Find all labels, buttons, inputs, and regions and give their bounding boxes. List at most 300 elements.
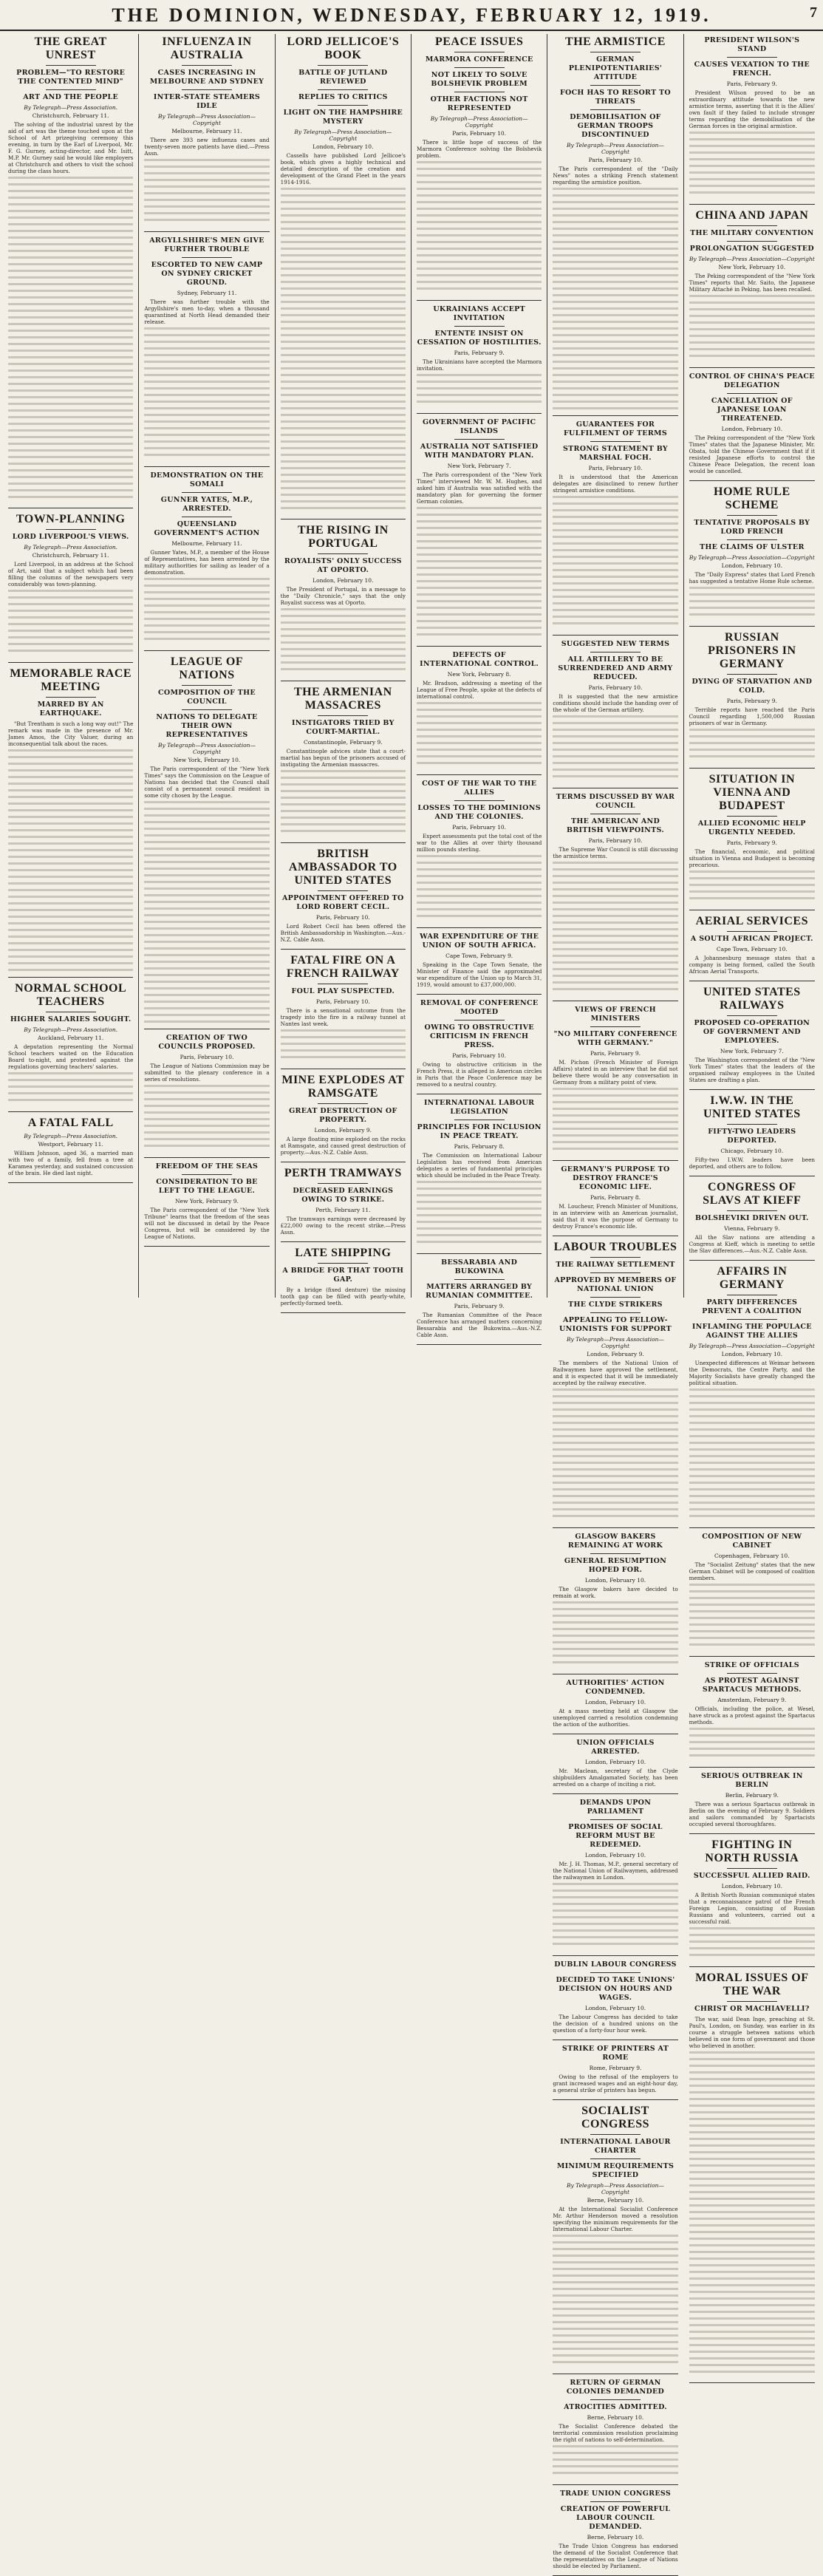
article-body: Fifty-two I.W.W. leaders have been deported, and others are to follow. <box>689 1156 815 1170</box>
article-body: Lord Robert Cecil has been offered the British Ambassadorship in Washington.—Aus.-N.Z. Cable Assn. <box>280 923 406 943</box>
article-body-continued <box>553 2235 677 2368</box>
article-subheading: DEMANDS UPON PARLIAMENT <box>579 1799 652 1816</box>
divider <box>727 674 777 675</box>
article-body-continued <box>689 295 815 361</box>
article-subheading: THE CLYDE STRIKERS <box>568 1301 663 1309</box>
article <box>553 1799 677 1949</box>
article-dateline: Perth, February 11. <box>315 1207 371 1213</box>
divider <box>727 393 777 394</box>
article <box>689 1772 815 1827</box>
article-subheading: GERMANY'S PURPOSE TO DESTROY FRANCE'S ECONOMIC LIFE. <box>561 1165 670 1191</box>
article-subheading: FOUL PLAY SUSPECTED. <box>291 987 395 995</box>
article-separator <box>281 842 406 843</box>
article-subheading: AS PROTEST AGAINST SPARTACUS METHODS. <box>702 1677 802 1694</box>
article-separator <box>553 2484 677 2485</box>
article-dateline: New York, February 10. <box>718 264 786 270</box>
article-body: A large floating mine exploded on the rocks at Ramsgate, and caused great destruction of property.—Aus.-N.Z. Cable Assn. <box>280 1136 406 1156</box>
article-byline: By Telegraph—Press Association—Copyright <box>689 554 815 561</box>
article-dateline: Constantinople, February 9. <box>303 739 383 746</box>
article-byline: By Telegraph—Press Association. <box>24 544 118 551</box>
article-body: The Commission on International Labour Legislation has received from American delegates a series of fundamental principles which should be included in the Peace Treaty. <box>416 1152 542 1179</box>
article-headline: A FATAL FALL <box>27 1117 114 1129</box>
article-separator <box>553 1160 677 1161</box>
divider <box>727 539 777 540</box>
article-separator <box>553 635 677 636</box>
article-subheading: GLASGOW BAKERS REMAINING AT WORK <box>567 1533 663 1550</box>
divider <box>727 1319 777 1320</box>
article-subheading: TENTATIVE PROPOSALS BY LORD FRENCH <box>694 519 810 536</box>
article-body: The war, said Dean Inge, preaching at St. Paul's, London, on Sunday, was earlier in its course a struggle between nations which believed in one form of government and those who believed in another. <box>689 2016 815 2049</box>
article-body: Mr. J. H. Thomas, M.P., general secretary of the National Union of Railwaymen, addressed the railwaymen in London. <box>553 1861 678 1881</box>
divider <box>590 1026 641 1027</box>
article-dateline: London, February 10. <box>721 562 782 569</box>
article-subheading: TRADE UNION CONGRESS <box>559 2490 672 2498</box>
article-subheading: FREEDOM OF THE SEAS <box>155 1162 259 1171</box>
article-body-continued <box>417 507 542 640</box>
article <box>553 793 677 995</box>
article-subheading: PROPOSED CO-OPERATION OF GOVERNMENT AND EMPLOYEES. <box>694 1019 810 1045</box>
article-separator <box>553 2099 677 2100</box>
article-dateline: London, February 10. <box>584 1577 646 1584</box>
divider <box>590 1819 641 1820</box>
article <box>553 2045 677 2093</box>
article-body-continued <box>553 1388 677 1522</box>
article-dateline: Paris, February 9. <box>726 81 777 87</box>
article <box>417 999 542 1088</box>
article-body: M. Loucheur, French Minister of Munitions, in an interview with an American journalist, said that it was the purpose of Germany to destroy France's economic life. <box>553 1203 678 1230</box>
article-separator <box>689 367 815 368</box>
article-headline: FATAL FIRE ON A FRENCH RAILWAY <box>286 954 400 980</box>
divider <box>727 1210 777 1211</box>
article <box>144 1034 269 1151</box>
article-separator <box>553 415 677 416</box>
article-separator <box>8 1182 133 1183</box>
article-dateline: Westport, February 11. <box>38 1141 103 1148</box>
divider <box>590 1312 641 1313</box>
masthead <box>0 0 823 31</box>
article-subheading: SUGGESTED NEW TERMS <box>561 640 670 648</box>
divider <box>590 1297 641 1298</box>
article <box>553 640 677 782</box>
article <box>553 1960 677 2034</box>
divider <box>318 1103 368 1104</box>
article-body-continued <box>689 870 815 904</box>
article-body: Mr. Bradson, addressing a meeting of the League of Free People, spoke at the defects of international control. <box>416 680 542 700</box>
article-body-continued <box>417 1181 542 1247</box>
article-headline: HOME RULE SCHEME <box>714 485 790 511</box>
article-byline: By Telegraph—Press Association. <box>24 1133 118 1139</box>
article-headline: LABOUR TROUBLES <box>553 1241 677 1253</box>
article-headline: THE ARMISTICE <box>565 35 666 48</box>
article-headline: I.W.W. IN THE UNITED STATES <box>703 1094 801 1120</box>
article-body: Unexpected differences at Weimar between the Democrats, the Centre Party, and the Majority Socialists have greatly changed the political situation. <box>689 1360 815 1386</box>
article-dateline: New York, February 9. <box>175 1198 239 1204</box>
article-dateline: Paris, February 10. <box>180 1054 234 1060</box>
article-body: There are 393 new influenza cases and twenty-seven more patients have died.—Press Assn. <box>144 137 270 157</box>
article-dateline: Berne, February 10. <box>587 2534 644 2541</box>
article-separator <box>417 927 542 928</box>
article-body: The financial, economic, and political situation in Vienna and Budapest is becoming precarious. <box>689 848 815 868</box>
article-body: Terrible reports have reached the Paris Council regarding 1,500,000 Russian prisoners of war in Germany. <box>689 706 815 726</box>
divider <box>182 1174 232 1175</box>
article <box>417 1099 542 1247</box>
article-body: All the Slav nations are attending a Congress at Kieff, which is meeting to settle the Slav differences.—Aus.-N.Z. Cable Assn. <box>689 1234 815 1254</box>
article-body: A British North Russian communiqué states that a reconnaissance patrol of the French Foreign Legion, consisting of Russian Russians and volunteers, carried out a successful raid. <box>689 1892 815 1925</box>
article <box>553 1241 677 1522</box>
article-body: The Labour Congress has decided to take the decision of a hundred unions on the question of a forty-four hour week. <box>553 2014 678 2034</box>
article-subheading: A BRIDGE FOR THAT TOOTH GAP. <box>282 1267 404 1284</box>
article-headline: RUSSIAN PRISONERS IN GERMANY <box>708 631 796 670</box>
article-subheading: CONSIDERATION TO BE LEFT TO THE LEAGUE. <box>156 1178 258 1195</box>
article-byline: By Telegraph—Press Association—Copyright <box>567 2182 664 2195</box>
article-subheading: CREATION OF POWERFUL LABOUR COUNCIL DEMANDED. <box>560 2505 671 2531</box>
article-dateline: Paris, February 8. <box>590 1194 641 1201</box>
article-headline: SITUATION IN VIENNA AND BUDAPEST <box>708 773 796 812</box>
article-headline: THE RISING IN PORTUGAL <box>297 524 389 550</box>
divider <box>318 1183 368 1184</box>
divider <box>727 816 777 817</box>
article-subheading: INTERNATIONAL LABOUR LEGISLATION <box>423 1099 535 1116</box>
article-body-continued <box>144 578 269 644</box>
article <box>553 35 677 409</box>
article-body: It is understood that the American delegates are disinclined to renew further stringent armistice conditions. <box>553 474 678 494</box>
article-subheading: CASES INCREASING IN MELBOURNE AND SYDNEY <box>149 69 264 86</box>
article <box>417 1258 542 1338</box>
article-byline: By Telegraph—Press Association—Copyright <box>689 256 815 262</box>
article <box>689 1094 815 1170</box>
divider <box>727 1015 777 1016</box>
article <box>144 236 269 460</box>
article-dateline: London, February 9. <box>587 1351 644 1357</box>
article-body: The Rumanian Committee of the Peace Conference has arranged matters concerning Bessarabia and the Bukowina.—Aus.-N.Z. Cable Assn. <box>416 1312 542 1338</box>
article-body-continued <box>553 188 677 409</box>
article <box>281 1167 406 1236</box>
article-body: The tramways earnings were decreased by £22,000 owing to the recent strike.—Press Assn. <box>280 1216 406 1236</box>
divider <box>454 800 505 801</box>
article-subheading: UKRAINIANS ACCEPT INVITATION <box>433 305 525 322</box>
article-subheading: ESCORTED TO NEW CAMP ON SYDNEY CRICKET GROUND. <box>151 261 263 287</box>
article-dateline: Paris, February 10. <box>452 1052 507 1059</box>
article-headline: LEAGUE OF NATIONS <box>170 655 244 681</box>
article-body: The President of Portugal, in a message to the "Daily Chronicle," says that the only Royalist success was at Oporto. <box>280 586 406 606</box>
article-body-continued <box>281 1029 406 1063</box>
article-body: Owing to the refusal of the employers to grant increased wages and an eight-hour day, a general strike of printers has begun. <box>553 2074 678 2093</box>
article-headline: LATE SHIPPING <box>295 1247 392 1259</box>
article-body-continued <box>553 1088 677 1154</box>
divider <box>46 697 96 698</box>
article-body: There was a serious Spartacus outbreak in Berlin on the evening of February 9. Soldiers and sailors commanded by Spartacists occupied several thoroughfares. <box>689 1801 815 1827</box>
divider <box>727 57 777 58</box>
article-body: Speaking in the Cape Town Senate, the Minister of Finance said the approximated war expenditure of the Union up to March 31, 1919, would amount to £37,000,000. <box>416 961 542 988</box>
article-subheading: AUTHORITIES' ACTION CONDEMNED. <box>566 1679 665 1696</box>
article-dateline: Paris, February 10. <box>315 998 370 1005</box>
article-dateline: London, February 10. <box>584 1852 646 1858</box>
article <box>417 651 542 769</box>
article-subheading: COMPOSITION OF NEW CABINET <box>702 1533 802 1550</box>
article <box>8 982 133 1105</box>
column-6a <box>689 36 815 1261</box>
article-body: Lord Liverpool, in an address at the School of Art, said that a subject which had been filling the columns of the newspapers very considerably was town-planning. <box>8 561 134 587</box>
divider <box>727 1868 777 1869</box>
article-body-continued <box>281 188 406 513</box>
article <box>689 915 815 975</box>
article <box>553 2490 677 2569</box>
article-headline: MINE EXPLODES AT RAMSGATE <box>281 1074 405 1100</box>
article-body-continued <box>417 374 542 407</box>
article-subheading: STRONG STATEMENT BY MARSHAL FOCH. <box>563 445 668 462</box>
article-dateline: Paris, February 9. <box>454 350 505 356</box>
article-dateline: Auckland, February 11. <box>38 1035 104 1041</box>
article-body: The Ukrainians have accepted the Marmora invitation. <box>416 358 542 372</box>
article-body-continued <box>144 801 269 1023</box>
article-headline: THE GREAT UNREST <box>34 35 107 61</box>
article <box>8 513 133 656</box>
article-body: Cassells have published Lord Jellicoe's book, which gives a highly technical and detailed description of the creation and development of the Grand Fleet in the years 1914-1916. <box>280 152 406 185</box>
article-separator <box>281 1312 406 1313</box>
newspaper-title: THE DOMINION, WEDNESDAY, FEBRUARY 12, 1919. <box>112 4 711 26</box>
article <box>281 954 406 1063</box>
article <box>553 1739 677 1788</box>
article-body: By a bridge (fixed denture) the missing tooth gap can be filled with pearly-white, perfectly-formed teeth. <box>280 1287 406 1306</box>
article-subheading: GENERAL RESUMPTION HOPED FOR. <box>564 1557 667 1574</box>
article-subheading: TERMS DISCUSSED BY WAR COUNCIL <box>556 793 675 810</box>
article-body-continued <box>144 327 269 460</box>
article <box>8 667 133 971</box>
article <box>689 631 815 762</box>
article-subheading: MARRED BY AN EARTHQUAKE. <box>37 701 104 718</box>
article-subheading: ATROCITIES ADMITTED. <box>564 2403 667 2411</box>
divider <box>318 1263 368 1264</box>
divider <box>590 1257 641 1258</box>
article-subheading: ENTENTE INSIST ON CESSATION OF HOSTILITIES. <box>417 330 542 347</box>
article-body: Expert assessments put the total cost of the war to the Allies at over thirty thousand million pounds sterling. <box>416 833 542 853</box>
article-dateline: London, February 9. <box>314 1127 372 1134</box>
page-number: 7 <box>810 4 817 21</box>
article <box>417 418 542 640</box>
article-dateline: Paris, February 10. <box>588 684 643 691</box>
article-body-continued <box>689 1927 815 1960</box>
article-separator <box>144 650 269 651</box>
article-dateline: Cape Town, February 9. <box>445 953 513 959</box>
article <box>281 1247 406 1306</box>
divider <box>182 65 232 66</box>
article-separator <box>417 994 542 995</box>
article-dateline: New York, February 10. <box>173 757 241 763</box>
article-headline: NORMAL SCHOOL TEACHERS <box>15 982 127 1008</box>
article <box>689 485 815 620</box>
article-separator <box>689 1966 815 1967</box>
divider <box>590 109 641 110</box>
article-subheading: DEMONSTRATION ON THE SOMALI <box>150 471 264 488</box>
article <box>553 420 677 629</box>
article-body-continued <box>689 1728 815 1761</box>
article-headline: FIGHTING IN NORTH RUSSIA <box>705 1839 799 1864</box>
article-body: Mr. Maclean, secretary of the Clyde shipbuilders Amalgamated Society, has been arrested on a charge of inciting a riot. <box>553 1768 678 1788</box>
article-dateline: Melbourne, February 11. <box>171 540 242 547</box>
article-dateline: Christchurch, February 11. <box>32 112 109 119</box>
article-subheading: REMOVAL OF CONFERENCE MOOTED <box>420 999 539 1016</box>
article-subheading: REPLIES TO CRITICS <box>298 93 388 101</box>
divider <box>727 931 777 932</box>
article-subheading: GUNNER YATES, M.P., ARRESTED. <box>160 496 253 513</box>
article-separator <box>689 480 815 481</box>
article-subheading: QUEENSLAND GOVERNMENT'S ACTION <box>154 520 260 537</box>
article-separator <box>417 413 542 414</box>
article <box>281 1074 406 1156</box>
divider <box>590 1972 641 1973</box>
article-body: The Glasgow bakers have decided to remain at work. <box>553 1586 678 1599</box>
article-subheading: LIGHT ON THE HAMPSHIRE MYSTERY <box>283 109 403 126</box>
article <box>281 848 406 943</box>
article-headline: LORD JELLICOE'S BOOK <box>287 35 400 61</box>
article-subheading: DEMOBILISATION OF GERMAN TROOPS DISCONTINUED <box>570 113 661 139</box>
article <box>689 1181 815 1254</box>
article-body: The "Socialist Zeitung" states that the new German Cabinet will be composed of coalition members. <box>689 1561 815 1581</box>
article-subheading: MINIMUM REQUIREMENTS SPECIFIED <box>556 2162 675 2179</box>
article <box>8 35 133 502</box>
article-dateline: New York, February 7. <box>447 463 511 469</box>
article-byline: By Telegraph—Press Association—Copyright <box>294 129 392 142</box>
article-headline: UNITED STATES RAILWAYS <box>703 986 801 1012</box>
article-headline: TOWN-PLANNING <box>16 513 126 525</box>
article-subheading: FIFTY-TWO LEADERS DEPORTED. <box>708 1128 796 1145</box>
article-body-continued <box>689 729 815 762</box>
article-dateline: Chicago, February 10. <box>720 1148 784 1154</box>
article-subheading: LOSSES TO THE DOMINIONS AND THE COLONIES. <box>417 804 541 821</box>
article-byline: By Telegraph—Press Association—Copyright <box>158 742 256 755</box>
article-body: The members of the National Union of Railwaymen have approved the settlement, and it is expected that it will be immediately accepted by the railway executive. <box>553 1360 678 1386</box>
article <box>553 1165 677 1230</box>
article-subheading: FOCH HAS TO RESORT TO THREATS <box>559 89 672 106</box>
article-subheading: APPEALING TO FELLOW-UNIONISTS FOR SUPPORT <box>559 1316 672 1333</box>
article-headline: INFLUENZA IN AUSTRALIA <box>162 35 252 61</box>
column-6 <box>684 34 820 2049</box>
article <box>553 2105 677 2368</box>
article-body: The Peking correspondent of the "New York Times" states that the Japanese Minister, Mr. Obata, told the Chinese Government that if it resisted Japanese efforts to control the Chinese Peace Delegation, the recent loan would be cancelled. <box>689 435 815 474</box>
article-subheading: ART AND THE PEOPLE <box>23 93 119 101</box>
article-subheading: "NO MILITARY CONFERENCE WITH GERMANY." <box>553 1030 677 1047</box>
article-body: It is suggested that the new armistice conditions should include the handing over of the whole of the German artillery. <box>553 693 678 713</box>
article-byline: By Telegraph—Press Association—Copyright <box>567 142 664 155</box>
article-separator <box>8 977 133 978</box>
article-headline: PEACE ISSUES <box>434 35 524 48</box>
article-subheading: PRESIDENT WILSON'S STAND <box>704 36 800 53</box>
article-separator <box>553 1527 677 1528</box>
article-subheading: PROBLEM—"TO RESTORE THE CONTENTED MIND" <box>16 69 126 86</box>
article-headline: SOCIALIST CONGRESS <box>581 2105 649 2130</box>
article-dateline: Vienna, February 9. <box>724 1225 780 1232</box>
article-subheading: NOT LIKELY TO SOLVE BOLSHEVIK PROBLEM <box>431 71 527 88</box>
article-body: Owing to obstructive criticism in the French Press, it is alleged in American circles in Paris that the Peace Conference may be removed to a neutral country. <box>416 1061 542 1088</box>
article-subheading: INTER-STATE STEAMERS IDLE <box>153 93 261 110</box>
article-subheading: UNION OFFICIALS ARRESTED. <box>576 1739 655 1756</box>
article-body: Officials, including the police, at Wesel, have struck as a protest against the Spartacus methods. <box>689 1706 815 1725</box>
article-dateline: London, February 10. <box>721 1351 782 1357</box>
article-dateline: Berlin, February 9. <box>725 1792 779 1799</box>
article-headline: MEMORABLE RACE MEETING <box>10 667 132 693</box>
article-separator <box>417 300 542 301</box>
article-subheading: INSTIGATORS TRIED BY COURT-MARTIAL. <box>291 719 395 736</box>
article <box>417 933 542 988</box>
article <box>417 305 542 407</box>
article <box>553 1679 677 1728</box>
article-headline: CONGRESS OF SLAVS AT KIEFF <box>703 1181 802 1207</box>
article-dateline: Paris, February 10. <box>452 130 507 137</box>
article <box>689 1661 815 1761</box>
article-body-continued <box>689 587 815 620</box>
article-subheading: BATTLE OF JUTLAND REVIEWED <box>298 69 388 86</box>
article-separator <box>689 1656 815 1657</box>
article-dateline: New York, February 7. <box>720 1048 784 1054</box>
article-subheading: GUARANTEES FOR FULFILMENT OF TERMS <box>563 420 667 437</box>
article-dateline: Copenhagen, February 10. <box>714 1553 790 1559</box>
article-subheading: APPROVED BY MEMBERS OF NATIONAL UNION <box>554 1276 677 1293</box>
article-body-continued <box>553 1601 677 1668</box>
divider <box>727 1124 777 1125</box>
article-body: President Wilson proved to be an extraordinary attitude towards the new armistice terms, asserting that it is the Allies' own fault if they failed to include stronger terms regarding the demobilisation of the German forces in the original armistice. <box>689 89 815 129</box>
article-dateline: Sydney, February 11. <box>177 290 237 296</box>
divider <box>46 89 96 90</box>
article-body: The Trade Union Congress has endorsed the demand of the Socialist Conference that the representatives on the League of Nations should be elected by Parliament. <box>553 2543 678 2569</box>
article <box>8 1117 133 1176</box>
article-subheading: THE CLAIMS OF ULSTER <box>699 543 805 551</box>
article-body-continued <box>417 161 542 294</box>
article-headline: AERIAL SERVICES <box>695 915 808 927</box>
article-body: There is a sensational outcome from the tragedy into the fire in a railway tunnel at Nantes last week. <box>280 1007 406 1027</box>
article-dateline: London, February 10. <box>584 1759 646 1765</box>
article <box>689 36 815 198</box>
article-body-continued <box>553 496 677 629</box>
article-subheading: APPOINTMENT OFFERED TO LORD ROBERT CECIL. <box>282 894 404 911</box>
article-subheading: PROLONGATION SUGGESTED <box>689 245 814 253</box>
article-subheading: PARTY DIFFERENCES PREVENT A COALITION <box>702 1298 802 1315</box>
article-body: The "Daily Express" states that Lord French has suggested a tentative Home Rule scheme. <box>689 571 815 585</box>
article-body-continued <box>553 2445 677 2478</box>
article <box>553 1533 677 1668</box>
column-5 <box>547 34 683 2569</box>
article-separator <box>553 1955 677 1956</box>
article-subheading: BOLSHEVIKI DRIVEN OUT. <box>695 1214 809 1222</box>
article-dateline: London, February 10. <box>584 2005 646 2011</box>
divider <box>454 1279 505 1280</box>
article-body: The Supreme War Council is still discussing the armistice terms. <box>553 846 678 859</box>
article-separator <box>689 1527 815 1528</box>
article-body: William Johnson, aged 36, a married man with two of a family, fell from a tree at Karamea yesterday, and sustained concussion of the brain. He died last night. <box>8 1150 134 1176</box>
article-body: The Paris correspondent of the "New York Tribune" learns that the freedom of the seas will not be discussed in detail by the Peace Congress, but will be considered by the League of Nations. <box>144 1207 270 1240</box>
article-body-continued <box>8 749 133 971</box>
article-separator <box>281 1241 406 1242</box>
article-body: The Paris correspondent of the "New York Times" says the Commission on the League of Nations has decided that the Council shall consist of a permanent council resident in some city chosen by the League. <box>144 766 270 799</box>
article-body: "But Trentham is such a long way out!" The remark was made in the presence of Mr. James Amos, the City Valuer, during an inconsequential talk about the races. <box>8 720 134 747</box>
article <box>553 1006 677 1154</box>
article-subheading: WAR EXPENDITURE OF THE UNION OF SOUTH AFRICA. <box>420 933 539 950</box>
article-separator <box>689 1833 815 1834</box>
article-body: The Paris correspondent of the "New York Times" interviewed Mr. W. M. Hughes, and asked him if Australia was satisfied with the mandatory plan for governing the former German colonies. <box>416 471 542 505</box>
article-subheading: NATIONS TO DELEGATE THEIR OWN REPRESENTATIVES <box>156 713 258 739</box>
article-subheading: CREATION OF TWO COUNCILS PROPOSED. <box>158 1034 256 1051</box>
article-dateline: Paris, February 10. <box>588 837 643 844</box>
article-separator <box>281 949 406 950</box>
article-subheading: VIEWS OF FRENCH MINISTERS <box>575 1006 656 1023</box>
article-body: At the International Socialist Conference Mr. Arthur Henderson moved a resolution specifying the minimum requirements for the International Labour Charter. <box>553 2206 678 2232</box>
article-headline: PERTH TRAMWAYS <box>284 1167 402 1179</box>
article-body-continued <box>144 1085 269 1151</box>
article-subheading: DUBLIN LABOUR CONGRESS <box>554 1960 677 1969</box>
divider <box>182 492 232 493</box>
article-headline: BRITISH AMBASSADOR TO UNITED STATES <box>288 848 397 887</box>
article-subheading: ROYALISTS' ONLY SUCCESS AT OPORTO. <box>284 557 402 574</box>
article <box>689 372 815 474</box>
